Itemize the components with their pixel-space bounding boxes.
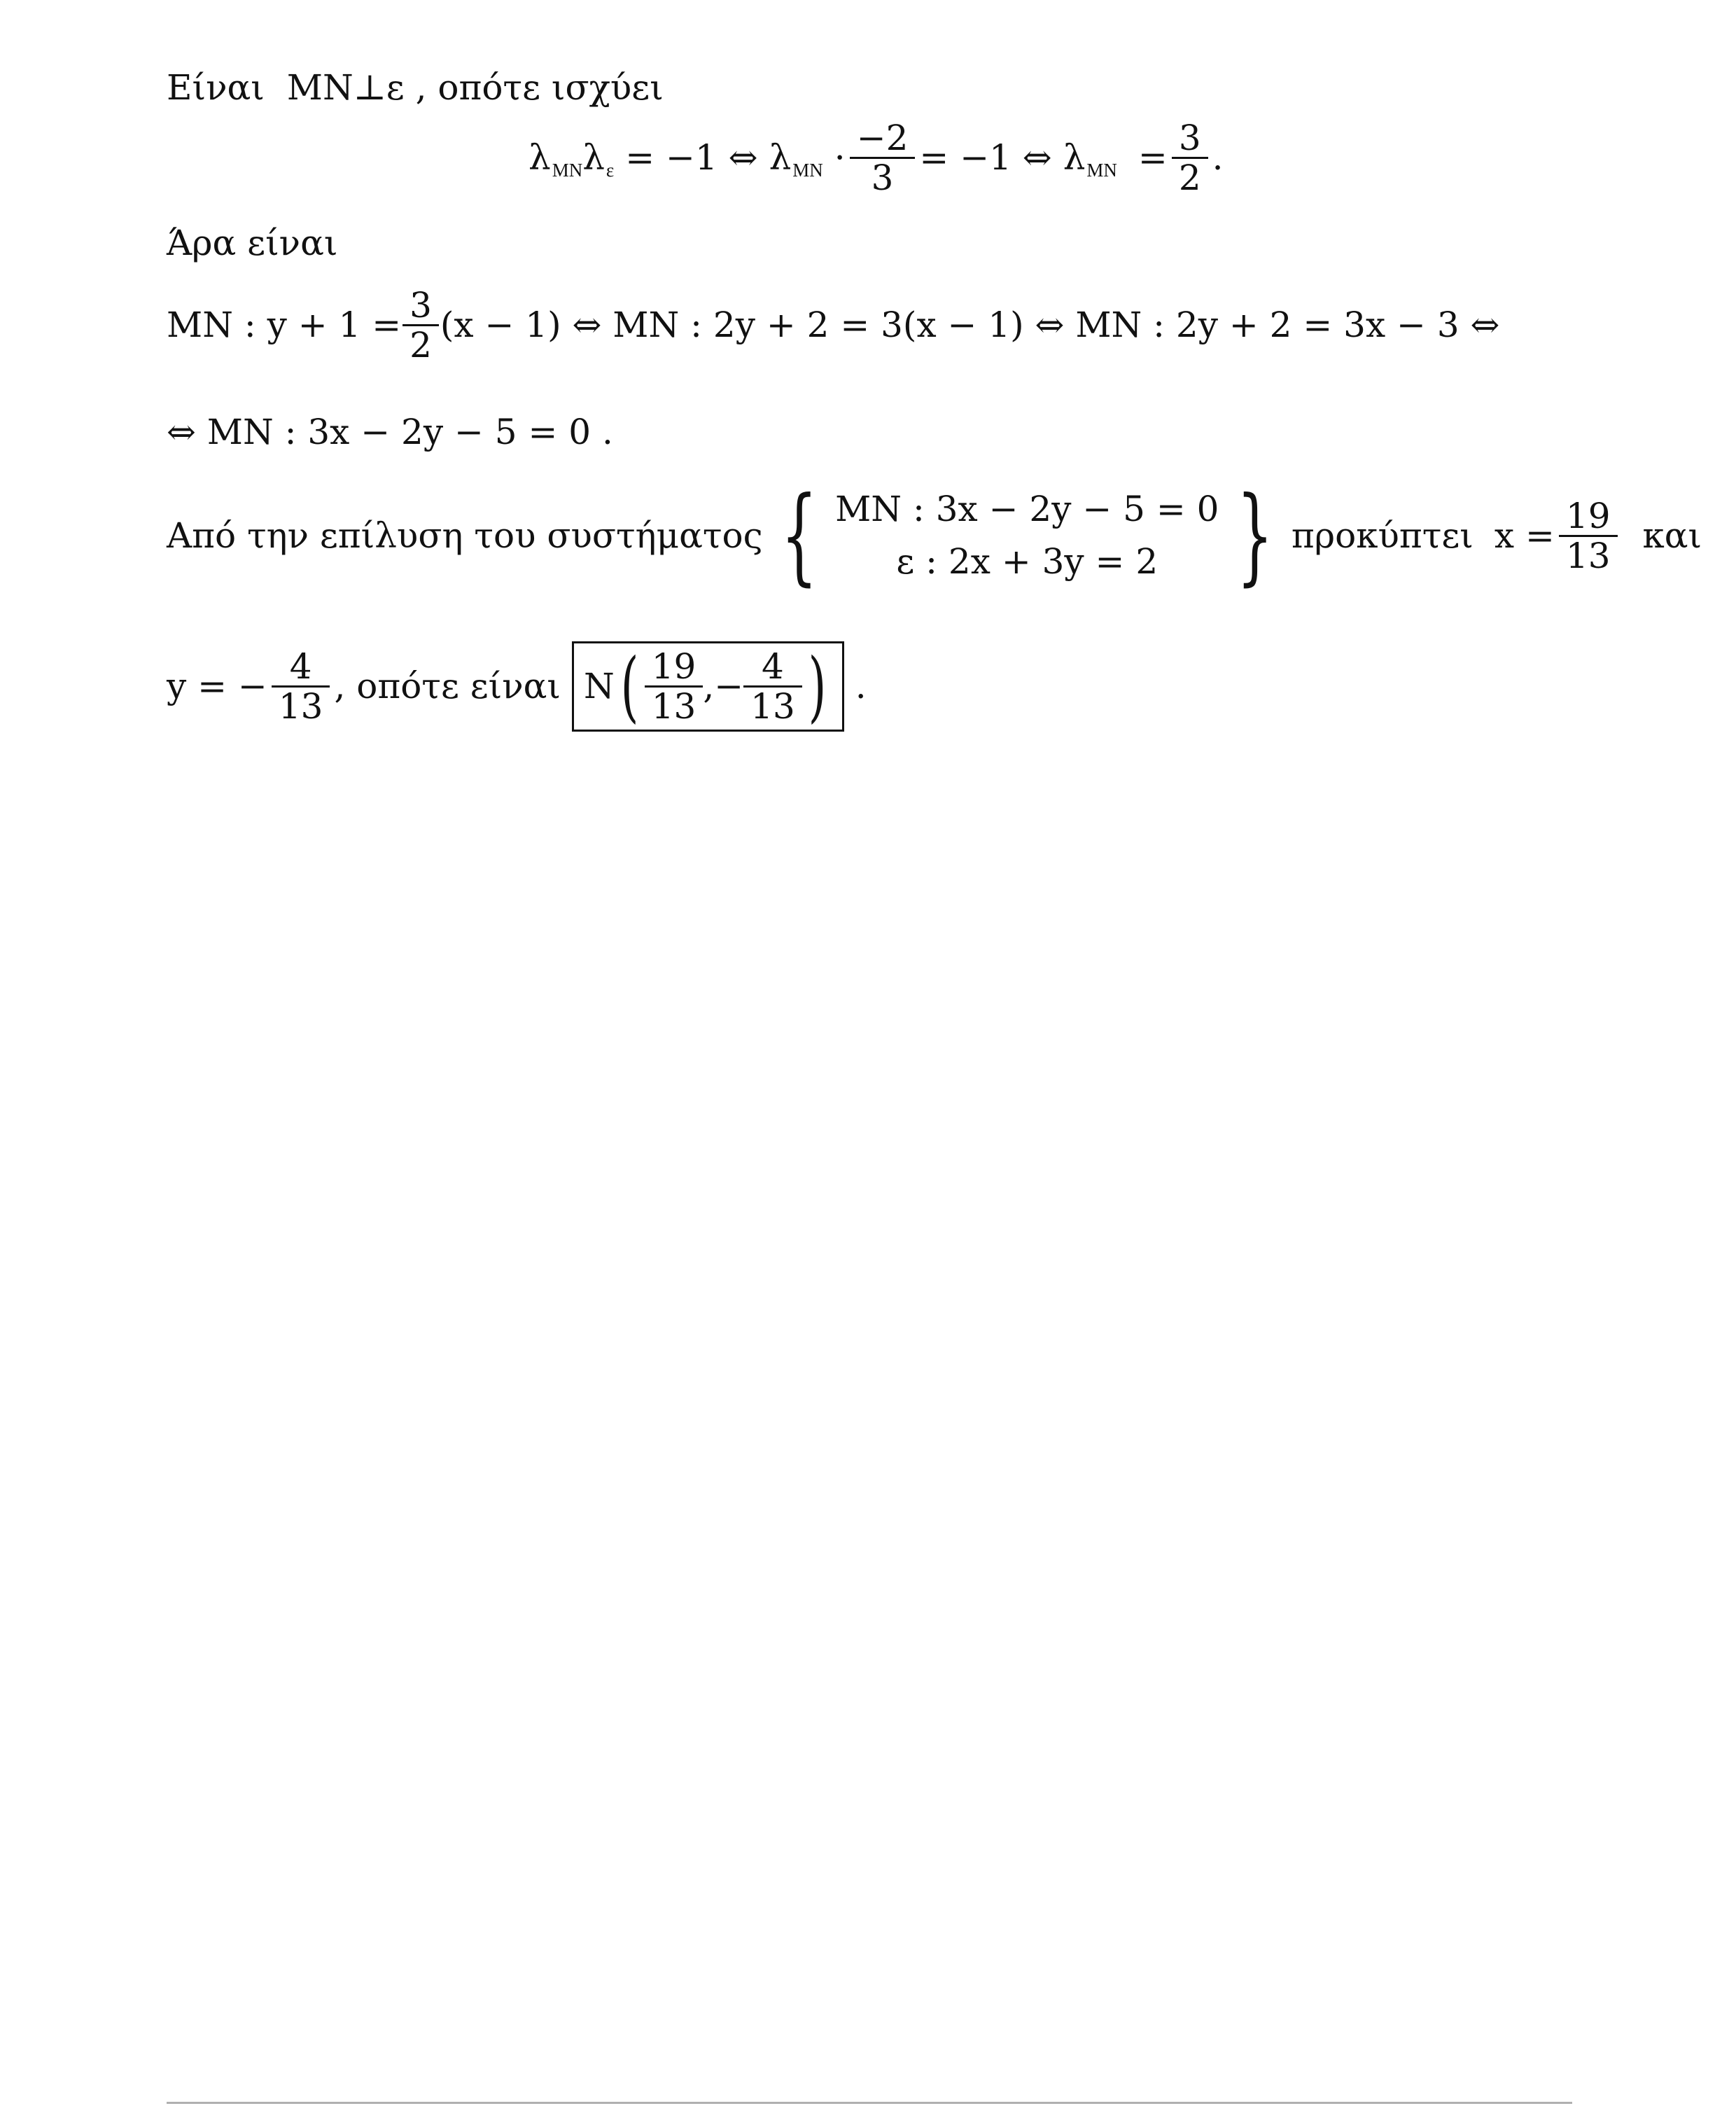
text-apo-thn-epilysh: Από την επίλυση του συστήματος xyxy=(167,515,763,556)
text-opote-isxyei: , οπότε ισχύει xyxy=(415,67,664,108)
fraction-minus-two-thirds xyxy=(850,119,916,197)
fraction-denominator: 3 xyxy=(871,157,894,198)
period: . xyxy=(1212,137,1224,178)
fraction-denominator: 13 xyxy=(1565,535,1611,576)
slope-equation xyxy=(528,112,1224,203)
right-brace: } xyxy=(1236,475,1274,597)
right-paren: ) xyxy=(808,641,827,731)
boxed-point-result xyxy=(572,641,844,732)
mn-eq-part2: (x − 1) ⇔ MN : 2y + 2 = 3(x − 1) ⇔ MN : 2y + 2 = 3x − 3 ⇔ xyxy=(440,305,1500,345)
fraction-numerator: −2 xyxy=(856,117,909,158)
fraction-numerator: 3 xyxy=(1178,117,1201,158)
dot-operator: · xyxy=(834,137,846,178)
lambda-symbol: λ xyxy=(1063,137,1086,178)
lambda-symbol: λ xyxy=(582,137,605,178)
fraction-denominator: 2 xyxy=(410,324,432,365)
y-equals-minus: y = − xyxy=(167,666,267,706)
fraction-numerator: 19 xyxy=(651,646,696,687)
text-prokyptei: προκύπτει xyxy=(1291,515,1474,556)
text-ara-einai: Άρα είναι xyxy=(167,223,338,263)
fraction-coord-y xyxy=(743,648,802,725)
statement-perpendicular xyxy=(167,67,664,108)
left-paren: ( xyxy=(620,641,639,731)
text-opote-einai: , οπότε είναι xyxy=(334,666,561,706)
perpendicular-expr: MN⊥ε xyxy=(286,67,405,108)
text-einai: Είναι xyxy=(167,67,265,108)
fraction-numerator: 3 xyxy=(410,284,432,326)
fraction-numerator: 4 xyxy=(762,646,784,687)
lambda-symbol: λ xyxy=(528,137,551,178)
text-kai: και xyxy=(1642,515,1702,556)
fraction-denominator: 2 xyxy=(1178,157,1201,198)
fraction-y-value xyxy=(272,648,330,725)
fraction-three-halves xyxy=(402,286,439,364)
system-eq-e: ε : 2x + 3y = 2 xyxy=(896,541,1158,582)
result-line xyxy=(167,627,867,746)
comma-minus: ,− xyxy=(703,666,744,706)
fraction-denominator: 13 xyxy=(651,685,696,727)
equals-minus-one: = −1 ⇔ xyxy=(625,137,758,178)
system-line xyxy=(167,473,1702,599)
fraction-numerator: 4 xyxy=(289,646,312,687)
mn-line-equation xyxy=(167,280,1499,370)
mn-eq-part1: MN : y + 1 = xyxy=(167,305,402,345)
subscript-e: ε xyxy=(606,159,615,181)
x-equals: x = xyxy=(1494,515,1555,556)
subscript-mn: MN xyxy=(552,159,583,181)
fraction-coord-x xyxy=(645,648,704,725)
footer-rule xyxy=(167,2102,1572,2104)
period: . xyxy=(855,666,867,706)
subscript-mn: MN xyxy=(1086,159,1117,181)
subscript-mn: MN xyxy=(792,159,823,181)
lambda-symbol: λ xyxy=(769,137,792,178)
fraction-numerator: 19 xyxy=(1565,495,1611,536)
equals-sign: = xyxy=(1138,137,1168,178)
fraction-denominator: 13 xyxy=(750,685,795,727)
system-eq-mn: MN : 3x − 2y − 5 = 0 xyxy=(835,489,1219,529)
fraction-x-value xyxy=(1559,497,1618,575)
system-of-equations xyxy=(835,483,1219,588)
point-label: N xyxy=(584,666,615,706)
mn-final-equation: ⇔ MN : 3x − 2y − 5 = 0 . xyxy=(167,412,613,452)
equals-minus-one: = −1 ⇔ xyxy=(919,137,1052,178)
fraction-three-halves xyxy=(1172,119,1208,197)
fraction-denominator: 13 xyxy=(278,685,323,727)
left-brace: { xyxy=(780,475,818,597)
